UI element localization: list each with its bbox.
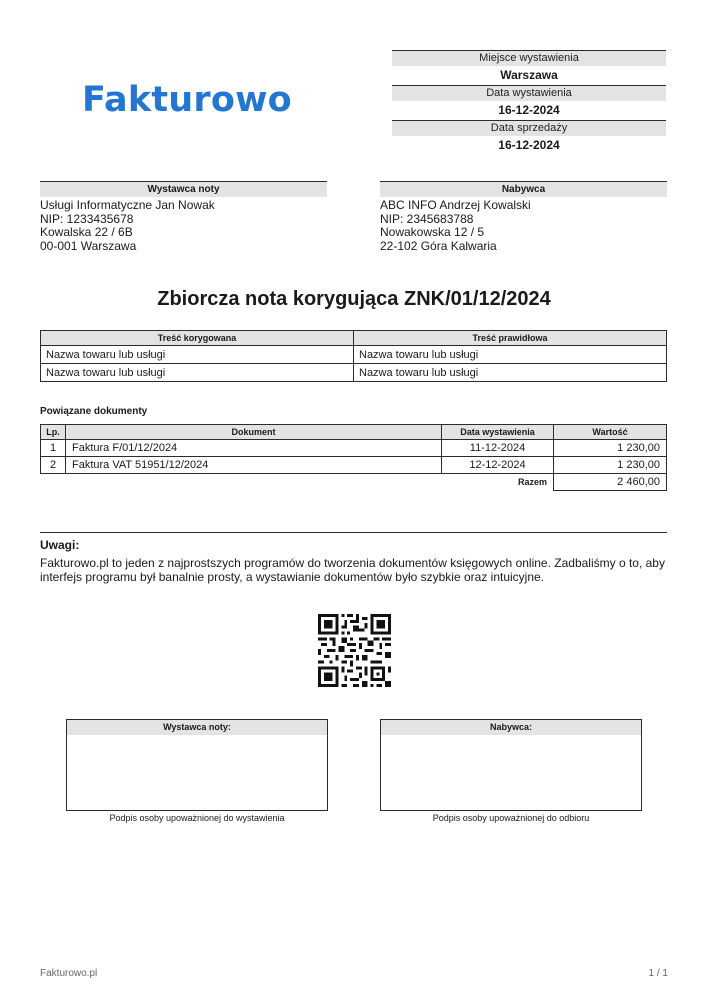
issuer-signature-block [66,719,328,823]
buyer-header: Nabywca [380,181,667,197]
col-lp: Lp. [41,425,66,440]
table-row [41,440,667,457]
issuer-signature-box [66,719,328,811]
correct-content-header: Treść prawidłowa [354,331,667,346]
table-row [41,364,667,382]
table-row [41,346,667,364]
fakturowo-logo: Fakturowo [82,80,292,120]
sale-date-value: 16-12-2024 [498,138,560,152]
related-documents-table [40,424,667,491]
notes-divider [40,532,667,533]
issuer-block [40,181,327,253]
issuer-header: Wystawca noty [40,181,327,197]
place-label: Miejsce wystawienia [392,50,666,66]
issuer-signature-caption: Podpis osoby upoważnionej do wystawienia [109,813,285,823]
col-issue-date: Data wystawienia [442,425,554,440]
col-document: Dokument [66,425,442,440]
buyer-city: 22-102 Góra Kalwaria [380,238,497,253]
table-row [41,457,667,474]
row-date: 12-12-2024 [442,457,554,474]
related-documents-title: Powiązane dokumenty [40,406,148,417]
buyer-block [380,181,667,253]
row-document: Faktura F/01/12/2024 [66,440,442,457]
issuer-street: Kowalska 22 / 6B [40,225,133,239]
row-document: Faktura VAT 51951/12/2024 [66,457,442,474]
buyer-signature-box [380,719,642,811]
total-label: Razem [517,477,547,488]
issuer-city: 00-001 Warszawa [40,238,137,253]
issuer-nip: NIP: 1233435678 [40,211,134,226]
corrected-cell: Nazwa towaru lub usługi [41,364,354,382]
footer-page-number: 1 / 1 [648,968,668,979]
row-lp: 2 [41,457,66,474]
issue-date-label: Data wystawienia [392,85,666,101]
issuer-name: Usługi Informatyczne Jan Nowak [40,198,215,212]
total-row [41,474,667,491]
row-value: 1 230,00 [554,440,667,457]
total-value: 2 460,00 [554,474,667,491]
notes-text: Fakturowo.pl to jeden z najprostszych programów do tworzenia dokumentów księgowych online. Zadbaliśmy o to, aby interfejs programu był banalnie prosty, a wystawianie dokumentów było szybkie oraz intuicyjne. [40,556,665,584]
row-date: 11-12-2024 [442,440,554,457]
row-value: 1 230,00 [554,457,667,474]
buyer-signature-label: Nabywca: [381,720,641,735]
document-meta [392,50,666,155]
sale-date-label: Data sprzedaży [392,120,666,136]
buyer-signature-block [380,719,642,823]
place-value: Warszawa [500,68,558,82]
footer-site: Fakturowo.pl [40,968,98,979]
notes-title: Uwagi: [40,538,80,552]
row-lp: 1 [41,440,66,457]
correct-cell: Nazwa towaru lub usługi [354,346,667,364]
issuer-signature-label: Wystawca noty: [67,720,327,735]
buyer-signature-caption: Podpis osoby upoważnionej do odbioru [432,813,590,823]
qr-code-icon [318,614,391,687]
corrected-cell: Nazwa towaru lub usługi [41,346,354,364]
correction-table [40,330,667,382]
document-title: Zbiorcza nota korygująca ZNK/01/12/2024 [157,288,551,310]
buyer-nip: NIP: 2345683788 [380,211,474,226]
corrected-content-header: Treść korygowana [41,331,354,346]
issue-date-value: 16-12-2024 [498,103,560,117]
col-value: Wartość [554,425,667,440]
buyer-name: ABC INFO Andrzej Kowalski [380,198,531,212]
correct-cell: Nazwa towaru lub usługi [354,364,667,382]
buyer-street: Nowakowska 12 / 5 [380,225,485,239]
